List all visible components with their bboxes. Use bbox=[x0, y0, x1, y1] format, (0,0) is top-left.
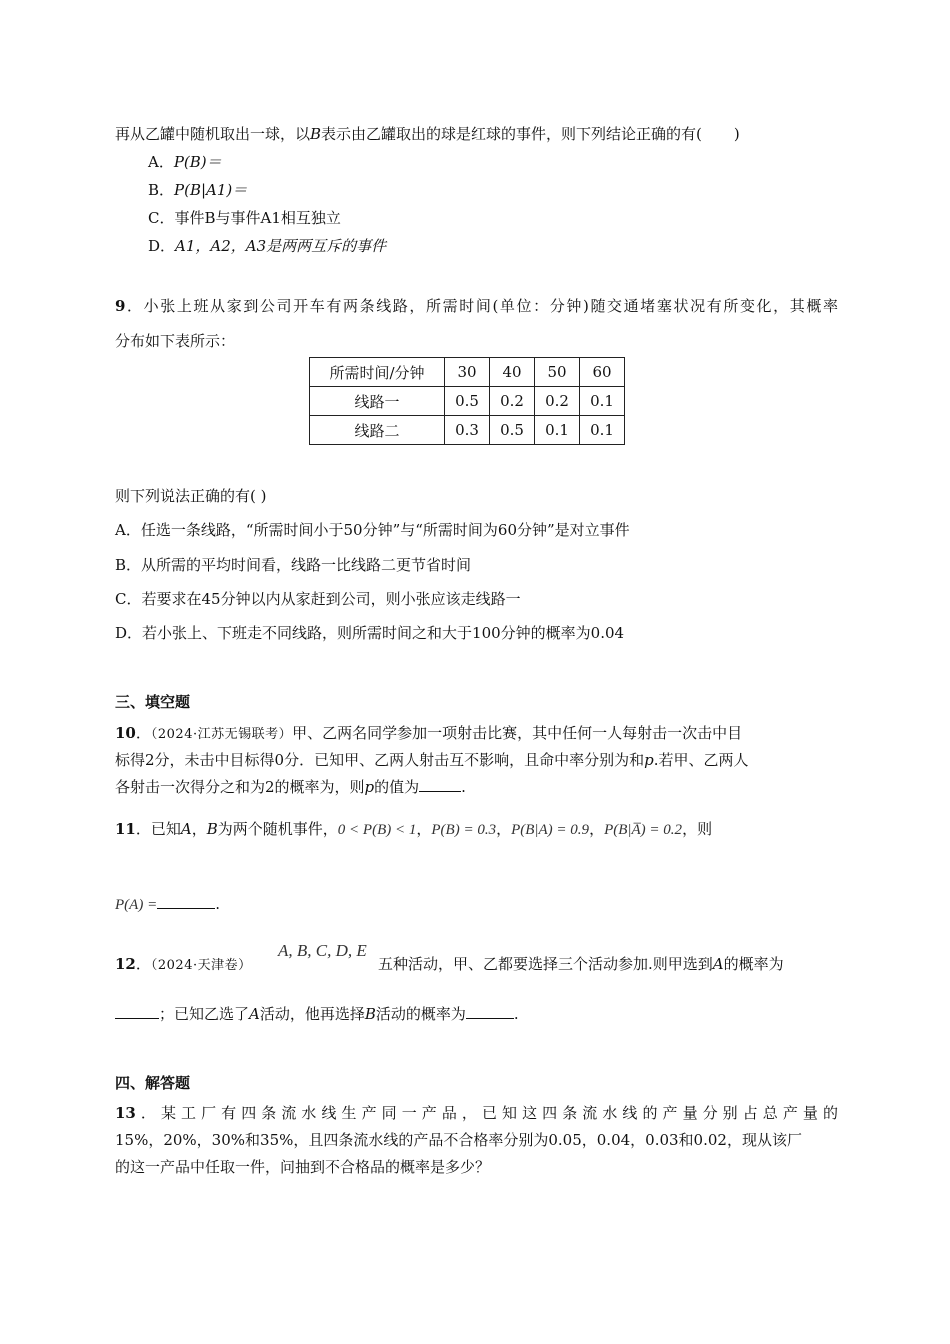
q13-text1: ．某工厂有四条流水线生产同一产品，已知这四条流水线的产量分别占总产量的 bbox=[135, 1104, 838, 1122]
q11-cond3: P(B|A) = 0.9 bbox=[511, 822, 590, 838]
q12-number: 12 bbox=[115, 955, 136, 973]
q12-activity-a: A bbox=[712, 955, 724, 973]
q8-option-d-label: D． bbox=[148, 237, 176, 255]
q12-end: . bbox=[513, 1005, 519, 1023]
q12-line2 bbox=[115, 1004, 519, 1024]
q12-text2: 的概率为 bbox=[723, 955, 784, 973]
table-cell: 0.5 bbox=[445, 387, 490, 416]
q8-option-a-text: P(B)＝ bbox=[173, 153, 222, 171]
q8-stem-part1: 再从乙罐中随机取出一球，以 bbox=[115, 125, 311, 143]
table-cell: 线路一 bbox=[310, 387, 445, 416]
q8-option-d-text: A1，A2，A3是两两互斥的事件 bbox=[175, 237, 387, 255]
q12-text4: 活动，他再选择 bbox=[259, 1005, 365, 1023]
q8-stem-event-b: B bbox=[310, 125, 322, 143]
q9-distribution-table bbox=[309, 357, 625, 445]
table-header-cell: 所需时间/分钟 bbox=[310, 358, 445, 387]
q11-answer-label: P(A) = bbox=[115, 897, 158, 913]
q8-option-c-label: C． bbox=[148, 209, 175, 227]
q8-stem bbox=[115, 124, 740, 144]
table-cell: 0.1 bbox=[580, 416, 625, 445]
table-cell: 0.2 bbox=[490, 387, 535, 416]
q12-text5: 活动的概率为 bbox=[375, 1005, 466, 1023]
section-title-answer: 四、解答题 bbox=[115, 1074, 191, 1092]
table-header-cell: 50 bbox=[535, 358, 580, 387]
q13-number: 13 bbox=[115, 1104, 136, 1122]
q12-answer-blank1 bbox=[115, 1004, 159, 1019]
q10-var-p2: p bbox=[364, 778, 375, 796]
table-cell: 0.3 bbox=[445, 416, 490, 445]
table-header-cell: 30 bbox=[445, 358, 490, 387]
q12-line1: 12．（2024·天津卷） bbox=[115, 955, 252, 973]
q9-stem-line1 bbox=[115, 296, 838, 316]
q8-option-a-label: A． bbox=[148, 153, 174, 171]
q8-option-c bbox=[148, 208, 341, 228]
q10-source-tag: （2024·江苏无锡联考） bbox=[150, 727, 293, 742]
q9-stem-text1: ．小张上班从家到公司开车有两条线路，所需时间(单位：分钟)随交通堵塞状况有所变化，其概率 bbox=[125, 297, 838, 315]
q11-cond4: P(B|A̅) = 0.2 bbox=[604, 822, 683, 838]
table-cell: 0.2 bbox=[535, 387, 580, 416]
table-row bbox=[310, 387, 625, 416]
q9-stem-line2: 分布如下表所示： bbox=[115, 332, 236, 350]
q8-option-b bbox=[148, 180, 247, 200]
q11-answer-line bbox=[115, 894, 220, 915]
q8-stem-part3: ) bbox=[733, 125, 740, 143]
q11-line1 bbox=[115, 819, 712, 840]
q11-cond1: 0 < P(B) < 1 bbox=[337, 822, 417, 838]
q11-answer-blank bbox=[157, 894, 215, 909]
q10-end: . bbox=[461, 778, 466, 796]
q10-line2 bbox=[115, 750, 748, 770]
q10-text2a: 标得2分，未击中目标得0分．已知甲、乙两人射击互不影响，且命中率分别为和 bbox=[115, 751, 645, 769]
q12-text3: ；已知乙选了 bbox=[159, 1005, 250, 1023]
q9-option-c: C．若要求在45分钟以内从家赶到公司，则小张应该走线路一 bbox=[115, 590, 521, 608]
q8-option-a bbox=[148, 152, 222, 172]
q11-text-a: ．已知 bbox=[135, 820, 181, 838]
q12-source-tag: （2024·天津卷） bbox=[150, 958, 252, 973]
q12-line1-text bbox=[378, 954, 784, 974]
q11-event-b: B bbox=[206, 820, 218, 838]
q10-text3a: 各射击一次得分之和为2的概率为，则 bbox=[115, 778, 365, 796]
q10-text3b: 的值为 bbox=[374, 778, 420, 796]
q8-option-c-text: 事件B与事件A1相互独立 bbox=[174, 209, 341, 227]
q11-text-end: ，则 bbox=[682, 820, 713, 838]
q11-event-a: A bbox=[180, 820, 192, 838]
table-cell: 0.1 bbox=[580, 387, 625, 416]
q11-number: 11 bbox=[115, 820, 136, 838]
table-cell: 0.1 bbox=[535, 416, 580, 445]
q12-text1: 五种活动，甲、乙都要选择三个活动参加.则甲选到 bbox=[378, 955, 713, 973]
q10-line1: 10．（2024·江苏无锡联考）甲、乙两名同学参加一项射击比赛，其中任何一人每射击一次击中目 bbox=[115, 724, 743, 742]
section-title-fill-in: 三、填空题 bbox=[115, 693, 191, 711]
q11-cond2: P(B) = 0.3 bbox=[431, 822, 497, 838]
q11-text-b: 为两个随机事件， bbox=[217, 820, 338, 838]
q12-activities-math: A, B, C, D, E bbox=[278, 941, 367, 960]
q8-option-b-label: B． bbox=[148, 181, 175, 199]
q10-line3 bbox=[115, 777, 466, 797]
table-header-cell: 40 bbox=[490, 358, 535, 387]
q11-sep2: ， bbox=[496, 820, 512, 838]
q8-stem-part2: 表示由乙罐取出的球是红球的事件，则下列结论正确的有( bbox=[321, 125, 702, 143]
q12-activity-a2: A bbox=[249, 1005, 260, 1023]
q11-comma: ， bbox=[191, 820, 207, 838]
table-header-row bbox=[310, 358, 625, 387]
q9-prompt: 则下列说法正确的有( ) bbox=[115, 487, 267, 505]
q9-option-a: A．任选一条线路，“所需时间小于50分钟”与“所需时间为60分钟”是对立事件 bbox=[115, 521, 630, 539]
q13-line2: 15%，20%，30%和35%，且四条流水线的产品不合格率分别为0.05，0.04，0.03和0.02，现从该厂 bbox=[115, 1131, 802, 1149]
q10-text2b: .若甲、乙两人 bbox=[653, 751, 749, 769]
q11-end: . bbox=[215, 895, 220, 913]
q10-text1: 甲、乙两名同学参加一项射击比赛，其中任何一人每射击一次击中目 bbox=[292, 724, 743, 742]
table-cell: 0.5 bbox=[490, 416, 535, 445]
q10-answer-blank bbox=[419, 777, 461, 792]
q8-option-d bbox=[148, 236, 386, 256]
q9-option-b: B．从所需的平均时间看，线路一比线路二更节省时间 bbox=[115, 556, 472, 574]
table-row bbox=[310, 416, 625, 445]
q12-activity-b: B bbox=[364, 1005, 376, 1023]
q11-sep1: ， bbox=[416, 820, 432, 838]
q13-line1 bbox=[115, 1103, 838, 1123]
q11-sep3: ， bbox=[589, 820, 605, 838]
table-header-cell: 60 bbox=[580, 358, 625, 387]
q10-number: 10 bbox=[115, 724, 136, 742]
q13-line3: 的这一产品中任取一件，问抽到不合格品的概率是多少？ bbox=[115, 1158, 491, 1176]
q9-option-d: D．若小张上、下班走不同线路，则所需时间之和大于100分钟的概率为0.04 bbox=[115, 624, 625, 642]
q10-var-p: p bbox=[644, 751, 654, 769]
table-cell: 线路二 bbox=[310, 416, 445, 445]
q9-number: 9 bbox=[115, 297, 126, 315]
q8-option-b-text: P(B|A1)＝ bbox=[174, 181, 248, 199]
q12-answer-blank2 bbox=[466, 1004, 514, 1019]
